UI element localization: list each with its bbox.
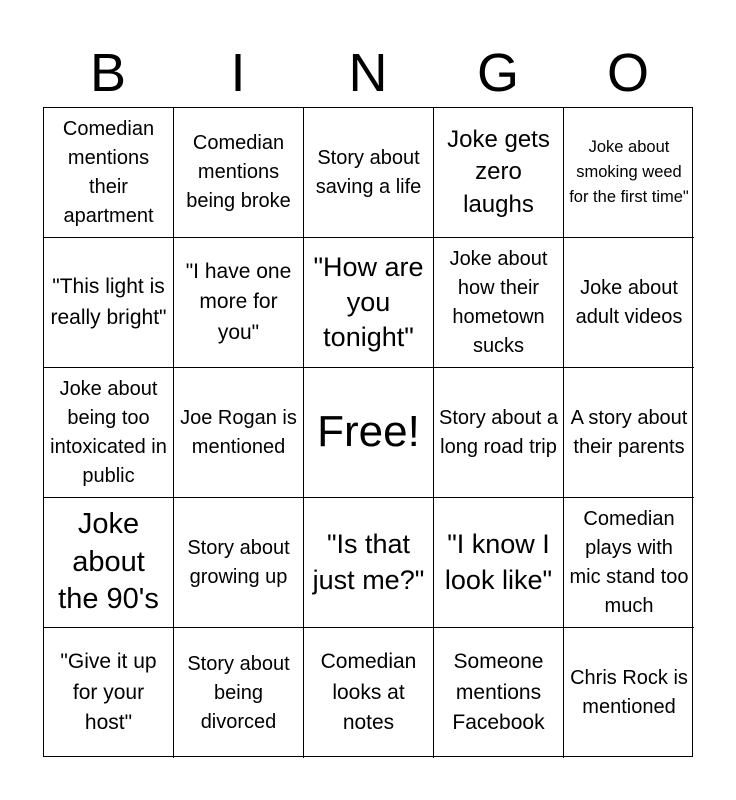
cell-text: Comedian plays with mic stand too much <box>569 507 689 617</box>
bingo-cell[interactable] <box>434 238 564 368</box>
cell-text: "How are you tonight" <box>313 251 424 353</box>
cell-text: Joke about the 90's <box>58 507 159 616</box>
header-letter-b: B <box>89 43 127 103</box>
cell-text: Story about growing up <box>187 536 290 588</box>
cell-text: Someone mentions Facebook <box>452 650 545 735</box>
bingo-cell[interactable] <box>564 108 694 238</box>
bingo-cell[interactable] <box>174 368 304 498</box>
cell-text: Story about saving a life <box>315 146 422 198</box>
cell-text: "Is that just me?" <box>312 529 425 595</box>
cell-text: Story about being divorced <box>187 652 290 733</box>
header-letter-g: G <box>476 43 519 103</box>
cell-text: "Give it up for your host" <box>60 650 157 735</box>
bingo-cell[interactable] <box>174 498 304 628</box>
cell-text: Comedian mentions being broke <box>186 132 291 212</box>
cell-text: "This light is really bright" <box>50 275 167 329</box>
header-letter-i: I <box>230 43 246 103</box>
bingo-cell[interactable] <box>434 498 564 628</box>
header-letter-n: N <box>348 43 388 103</box>
cell-text: Joke about smoking weed for the first time" <box>569 138 689 206</box>
cell-text: Free! <box>317 407 420 457</box>
cell-text: Story about a long road trip <box>439 406 558 458</box>
cell-text: Comedian looks at notes <box>320 650 417 735</box>
bingo-cell[interactable] <box>564 368 694 498</box>
bingo-cell[interactable] <box>304 238 434 368</box>
bingo-cell[interactable] <box>434 628 564 758</box>
cell-text: Joke about adult videos <box>575 276 683 328</box>
bingo-cell[interactable] <box>174 108 304 238</box>
bingo-cell[interactable] <box>564 628 694 758</box>
cell-text: A story about their parents <box>570 406 688 458</box>
bingo-board <box>43 107 693 757</box>
bingo-cell[interactable] <box>44 108 174 238</box>
cell-text: Chris Rock is mentioned <box>570 667 688 718</box>
bingo-header <box>43 42 693 104</box>
bingo-cell[interactable] <box>174 238 304 368</box>
bingo-cell[interactable] <box>304 108 434 238</box>
bingo-cell[interactable] <box>44 238 174 368</box>
cell-text: Joe Rogan is mentioned <box>180 406 297 458</box>
cell-text: Joke about being too intoxicated in public <box>50 377 167 487</box>
bingo-cell[interactable] <box>434 108 564 238</box>
bingo-cell[interactable] <box>44 628 174 758</box>
bingo-cell[interactable] <box>564 498 694 628</box>
bingo-cell[interactable] <box>44 498 174 628</box>
free-space-cell[interactable] <box>304 368 434 498</box>
cell-text: "I have one more for you" <box>185 259 292 344</box>
cell-text: Joke about how their hometown sucks <box>449 247 548 357</box>
cell-text: Comedian mentions their apartment <box>62 117 155 227</box>
bingo-cell[interactable] <box>304 628 434 758</box>
bingo-cell[interactable] <box>44 368 174 498</box>
bingo-cell[interactable] <box>174 628 304 758</box>
bingo-cell[interactable] <box>564 238 694 368</box>
cell-text: Joke gets zero laughs <box>447 125 550 218</box>
bingo-cell[interactable] <box>304 498 434 628</box>
header-letter-o: O <box>606 43 649 103</box>
cell-text: "I know I look like" <box>444 529 553 595</box>
bingo-cell[interactable] <box>434 368 564 498</box>
